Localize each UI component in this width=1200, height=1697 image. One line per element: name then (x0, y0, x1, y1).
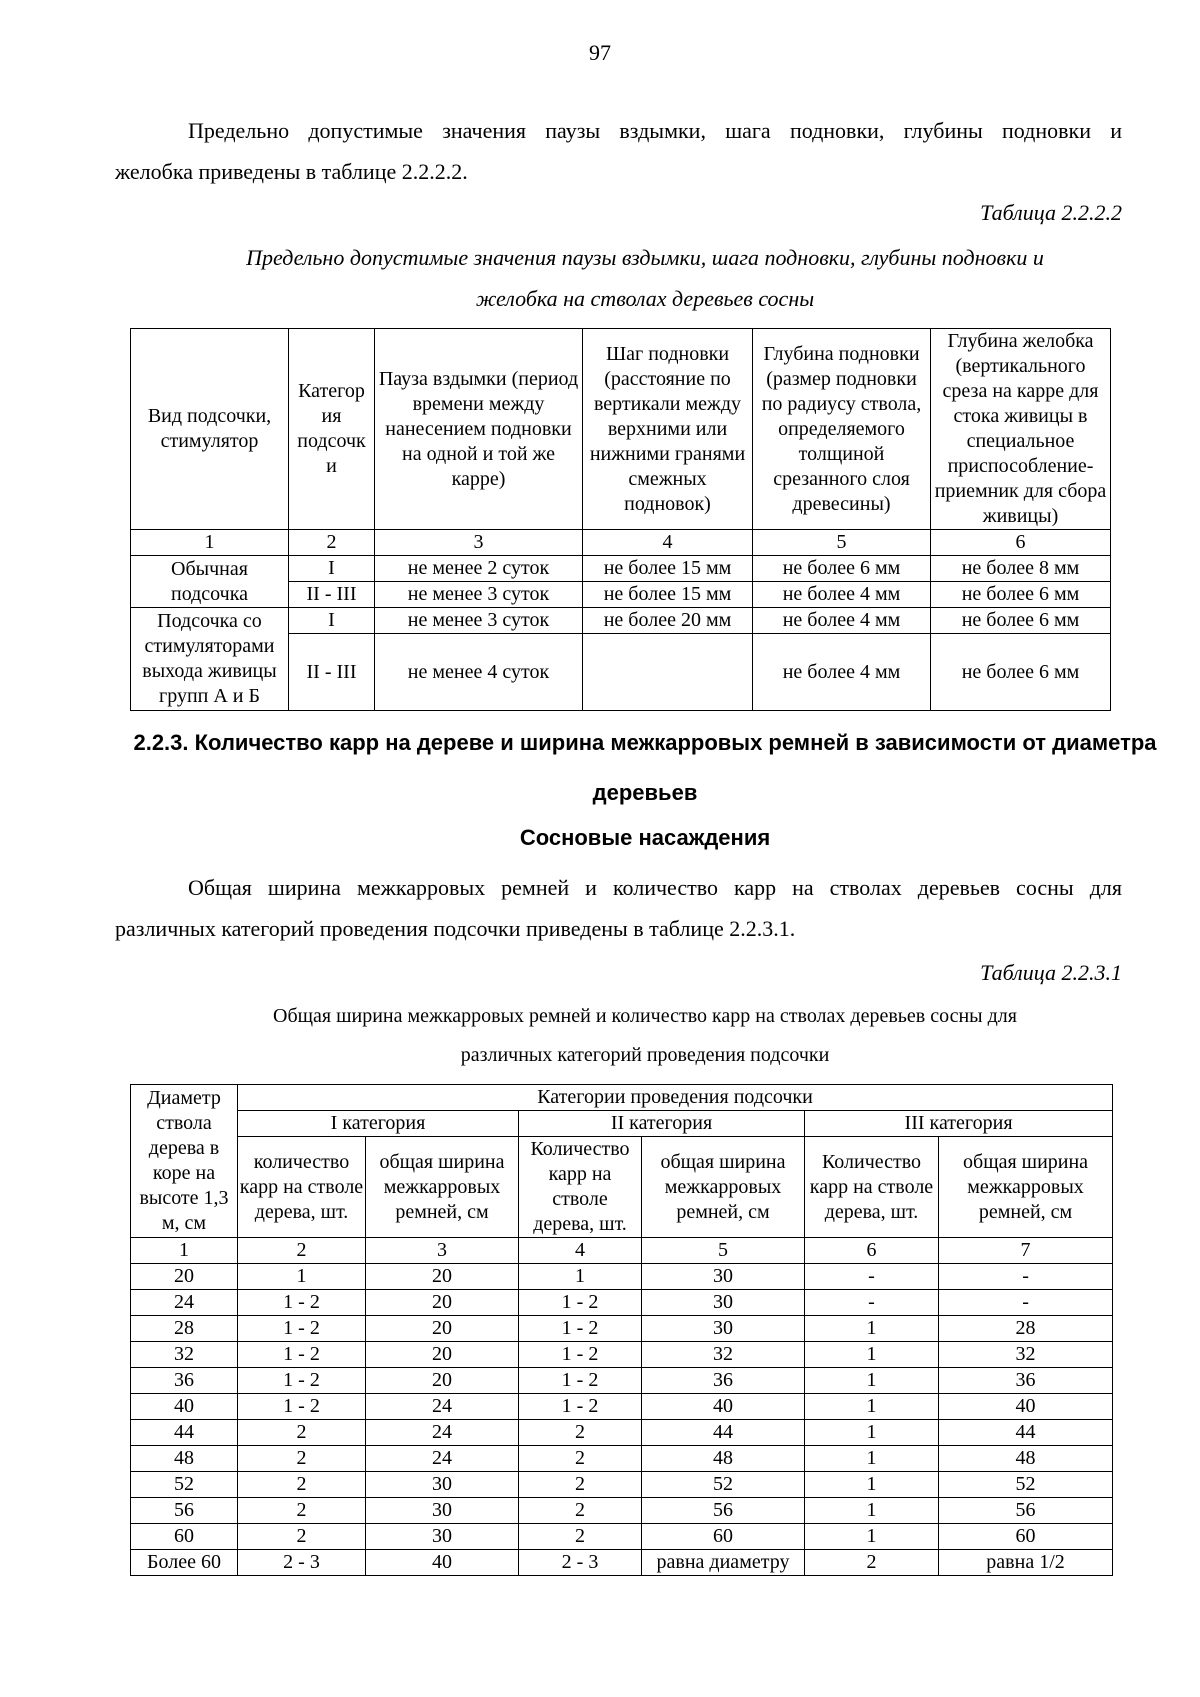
table2-cell: 2 (805, 1550, 939, 1576)
table-row (131, 1264, 1113, 1290)
table2-cell: 2 (519, 1472, 642, 1498)
table2-cell: 1 (805, 1498, 939, 1524)
table1-header-cell: Глубина подновки (размер подновки по радиусу ствола, определяемого толщиной срезанного слоя древесины) (753, 329, 931, 530)
table1-cell: не менее 3 суток (375, 608, 583, 634)
table2-cell: Более 60 (131, 1550, 238, 1576)
table2-cell: 52 (939, 1472, 1113, 1498)
table1-cell: не более 4 мм (753, 582, 931, 608)
table2-cell: равна диаметру (642, 1550, 805, 1576)
table2-sub-header: общая ширина межкарровых ремней, см (366, 1137, 519, 1238)
table2-cell: 60 (939, 1524, 1113, 1550)
table2-cell: 2 - 3 (519, 1550, 642, 1576)
table1-title-line-1: Предельно допустимые значения паузы вздымки, шага подновки, глубины подновки и (246, 245, 1044, 270)
table2-cell: - (805, 1264, 939, 1290)
table2-category-name: I категория (238, 1111, 519, 1137)
table2-cell: 2 (238, 1446, 366, 1472)
table2-cell: 1 - 2 (238, 1368, 366, 1394)
table2-cell: 48 (131, 1446, 238, 1472)
table2-cell: 20 (366, 1316, 519, 1342)
table2-cell: 1 (805, 1524, 939, 1550)
table1-cell: не менее 2 суток (375, 556, 583, 582)
table2-number-cell: 5 (642, 1238, 805, 1264)
table1-number-cell: 3 (375, 530, 583, 556)
table1-number-row (131, 530, 1111, 556)
table2-cell: - (939, 1264, 1113, 1290)
table2-cell: 2 (238, 1472, 366, 1498)
table2-cell: 1 - 2 (238, 1316, 366, 1342)
table2-number-cell: 6 (805, 1238, 939, 1264)
table2-cell: 24 (366, 1446, 519, 1472)
table2-cell: 24 (131, 1290, 238, 1316)
table2-cell: 1 (805, 1472, 939, 1498)
table1-header-cell: Глубина желобка (вертикального среза на карре для стока живицы в специальное приспособление-приемник для сбора живицы) (931, 329, 1111, 530)
table1-number-cell: 4 (583, 530, 753, 556)
table2-cell: 1 (805, 1394, 939, 1420)
table2-cell: 44 (131, 1420, 238, 1446)
table2-number-cell: 1 (131, 1238, 238, 1264)
table2-cell: 1 (238, 1264, 366, 1290)
intro-line-1: Предельно допустимые значения паузы вздымки, шага подновки, глубины подновки и (188, 118, 1122, 143)
table2-cell: 20 (366, 1342, 519, 1368)
table1-title (115, 237, 1175, 319)
table1-number-cell: 6 (931, 530, 1111, 556)
table-row (131, 1498, 1113, 1524)
section-paragraph (115, 867, 1122, 949)
table2-cell: 40 (131, 1394, 238, 1420)
table2-cell: 1 (519, 1264, 642, 1290)
section-paragraph-line-2: различных категорий проведения подсочки приведены в таблице 2.2.3.1. (115, 916, 796, 941)
table1-caption: Таблица 2.2.2.2 (980, 200, 1122, 225)
table2-cell: 44 (939, 1420, 1113, 1446)
table2-cell: 52 (131, 1472, 238, 1498)
table1-cell: I (289, 608, 375, 634)
table1-cell: не более 15 мм (583, 582, 753, 608)
section-paragraph-line-1: Общая ширина межкарровых ремней и количество карр на стволах деревьев сосны для (188, 875, 1122, 900)
table1-cell: не менее 4 суток (375, 634, 583, 711)
table2-cell: 30 (642, 1290, 805, 1316)
table2-header-row-1 (131, 1085, 1113, 1111)
table2-number-cell: 3 (366, 1238, 519, 1264)
table2-cell: 2 (238, 1524, 366, 1550)
table2-cell: - (939, 1290, 1113, 1316)
table1-cell: не более 4 мм (753, 634, 931, 711)
table1-cell: не более 6 мм (931, 634, 1111, 711)
table2-cell: 60 (642, 1524, 805, 1550)
table2-cell: 32 (642, 1342, 805, 1368)
table2-cell: 20 (366, 1264, 519, 1290)
table2-cell: 40 (642, 1394, 805, 1420)
table-row (131, 1420, 1113, 1446)
table2-diameter-header: Диаметр ствола дерева в коре на высоте 1,3 м, см (131, 1085, 238, 1238)
table2-cell: равна 1/2 (939, 1550, 1113, 1576)
table1-group-name: Подсочка со стимуляторами выхода живицы групп А и Б (131, 608, 289, 711)
table1-group-name: Обычная подсочка (131, 556, 289, 608)
table2-cell: 1 (805, 1368, 939, 1394)
table2-cell: 1 (805, 1446, 939, 1472)
section-heading: 2.2.3. Количество карр на дереве и ширина межкарровых ремней в зависимости от диаметра деревьев (133, 730, 1157, 805)
table2-sub-header: Количество карр на стволе дерева, шт. (519, 1137, 642, 1238)
table1-header-cell: Вид подсочки, стимулятор (131, 329, 289, 530)
table2-title-line-2: различных категорий проведения подсочки (460, 1044, 830, 1066)
table-row (131, 1472, 1113, 1498)
table1-header-row (131, 329, 1111, 530)
table2-cell: 2 (519, 1446, 642, 1472)
page-number: 97 (589, 40, 611, 65)
table2-cell: 2 (519, 1498, 642, 1524)
table2-cell: 30 (642, 1316, 805, 1342)
table2-number-cell: 2 (238, 1238, 366, 1264)
table2-cell: 30 (366, 1524, 519, 1550)
table1-number-cell: 2 (289, 530, 375, 556)
table-row (131, 1290, 1113, 1316)
table2-cell: 30 (642, 1264, 805, 1290)
table1-header-cell: Категор ия подсочк и (289, 329, 375, 530)
table-tapping-limits (130, 328, 1111, 711)
table1-cell: не более 6 мм (931, 582, 1111, 608)
section-subheading: Сосновые насаждения (519, 825, 771, 850)
table2-cell: 2 (238, 1420, 366, 1446)
table1-cell: не более 6 мм (931, 608, 1111, 634)
table2-cell: 32 (939, 1342, 1113, 1368)
table2-number-row (131, 1238, 1113, 1264)
table1-header-cell: Шаг подновки (расстояние по вертикали между верхними или нижними гранями смежных подновок) (583, 329, 753, 530)
table2-number-cell: 4 (519, 1238, 642, 1264)
table2-cell: 1 (805, 1342, 939, 1368)
table2-cell: 44 (642, 1420, 805, 1446)
table2-cell: 1 (805, 1420, 939, 1446)
table2-cell: 56 (939, 1498, 1113, 1524)
table2-cell: 2 (238, 1498, 366, 1524)
table2-cell: 36 (131, 1368, 238, 1394)
table2-sub-header: количество карр на стволе дерева, шт. (238, 1137, 366, 1238)
table2-title-line-1: Общая ширина межкарровых ремней и количество карр на стволах деревьев сосны для (273, 1005, 1017, 1027)
table-row (131, 1550, 1113, 1576)
table2-cell: 1 - 2 (238, 1394, 366, 1420)
table1-cell: не более 20 мм (583, 608, 753, 634)
table2-header-row-3 (131, 1137, 1113, 1238)
intro-line-2: желобка приведены в таблице 2.2.2.2. (115, 159, 468, 184)
table2-sub-header: Количество карр на стволе дерева, шт. (805, 1137, 939, 1238)
table-row (131, 1342, 1113, 1368)
table1-number-cell: 5 (753, 530, 931, 556)
table2-cell: 32 (131, 1342, 238, 1368)
table2-cell: 1 - 2 (519, 1290, 642, 1316)
table2-category-name: II категория (519, 1111, 805, 1137)
table1-cell: не более 6 мм (753, 556, 931, 582)
table-row (131, 1394, 1113, 1420)
table2-number-cell: 7 (939, 1238, 1113, 1264)
table2-cell: 1 - 2 (519, 1368, 642, 1394)
table1-header-cell: Пауза вздымки (период времени между нанесением подновки на одной и той же карре) (375, 329, 583, 530)
table2-cell: 1 - 2 (238, 1290, 366, 1316)
table2-cell: 1 - 2 (519, 1342, 642, 1368)
table2-cell: 20 (366, 1290, 519, 1316)
table2-cell: 36 (939, 1368, 1113, 1394)
table2-cell: 56 (642, 1498, 805, 1524)
table2-cell: 20 (366, 1368, 519, 1394)
table2-sub-header: общая ширина межкарровых ремней, см (642, 1137, 805, 1238)
table2-cell: 56 (131, 1498, 238, 1524)
table1-cell: не более 15 мм (583, 556, 753, 582)
table2-cell: 24 (366, 1394, 519, 1420)
table2-sub-header: общая ширина межкарровых ремней, см (939, 1137, 1113, 1238)
table2-caption: Таблица 2.2.3.1 (980, 960, 1122, 985)
table2-cell: 52 (642, 1472, 805, 1498)
table2-cell: 1 - 2 (519, 1394, 642, 1420)
table-row (131, 608, 1111, 634)
table2-cell: 2 - 3 (238, 1550, 366, 1576)
table2-cell: 48 (642, 1446, 805, 1472)
table2-title (115, 997, 1175, 1075)
table2-cell: 60 (131, 1524, 238, 1550)
table2-categories-header: Категории проведения подсочки (238, 1085, 1113, 1111)
table2-cell: 48 (939, 1446, 1113, 1472)
table2-header-row-2 (131, 1111, 1113, 1137)
table1-cell (583, 634, 753, 711)
table2-cell: - (805, 1290, 939, 1316)
table1-cell: I (289, 556, 375, 582)
table-row (131, 1316, 1113, 1342)
table1-cell: не более 8 мм (931, 556, 1111, 582)
table2-cell: 30 (366, 1498, 519, 1524)
table2-cell: 1 - 2 (238, 1342, 366, 1368)
table-row (131, 1524, 1113, 1550)
table1-cell: не менее 3 суток (375, 582, 583, 608)
table1-cell: II - III (289, 582, 375, 608)
table2-cell: 40 (366, 1550, 519, 1576)
table1-cell: не более 4 мм (753, 608, 931, 634)
table2-cell: 2 (519, 1524, 642, 1550)
table-row (131, 556, 1111, 582)
table-row (131, 1446, 1113, 1472)
table2-cell: 1 (805, 1316, 939, 1342)
table1-number-cell: 1 (131, 530, 289, 556)
table2-cell: 20 (131, 1264, 238, 1290)
table2-category-name: III категория (805, 1111, 1113, 1137)
table2-cell: 30 (366, 1472, 519, 1498)
table2-cell: 24 (366, 1420, 519, 1446)
table1-title-line-2: желобка на стволах деревьев сосны (475, 286, 815, 311)
table2-cell: 40 (939, 1394, 1113, 1420)
table2-cell: 28 (131, 1316, 238, 1342)
table2-cell: 36 (642, 1368, 805, 1394)
table-carr-count (130, 1084, 1113, 1576)
table-row (131, 1368, 1113, 1394)
table1-cell: II - III (289, 634, 375, 711)
table2-cell: 28 (939, 1316, 1113, 1342)
table2-cell: 1 - 2 (519, 1316, 642, 1342)
table2-cell: 2 (519, 1420, 642, 1446)
intro-paragraph (115, 110, 1122, 192)
